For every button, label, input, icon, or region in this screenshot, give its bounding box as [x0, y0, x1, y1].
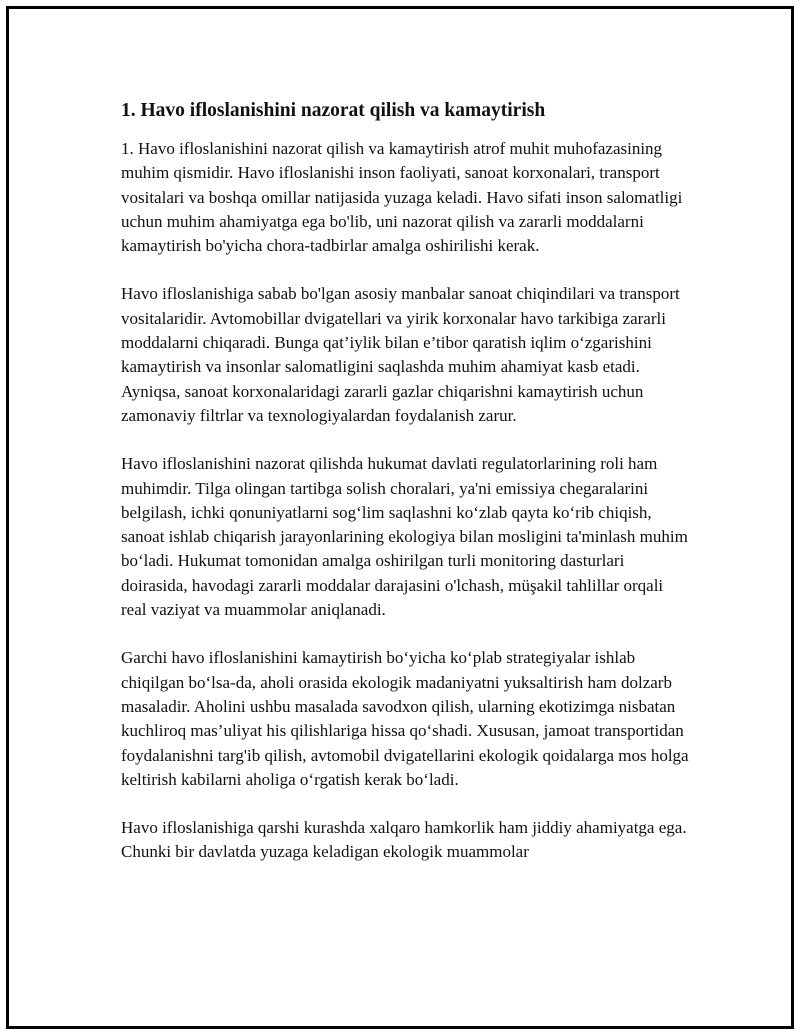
paragraph: Garchi havo ifloslanishini kamaytirish bo‘yicha ko‘plab strategiyalar ishlab chiqilgan bo‘lsa-da, aholi orasida ekologik madaniyatni yuksaltirish ham dolzarb masaladir. Aholini ushbu masalada savodxon qilish, ularning ekotizimga nisbatan kuchliroq mas’uliyat his qilishlariga hissa qo‘shadi. Xususan, jamoat transportidan foydalanishni targ'ib qilish, avtomobil dvigatellarini ekologik qoidalarga mos holga keltirish kabilarni aholiga o‘rgatish kerak bo‘ladi. — [121, 648, 689, 789]
paragraph: Havo ifloslanishini nazorat qilishda hukumat davlati regulatorlarining roli ham muhimdir. Tilga olingan tartibga solish choralari, ya'ni emissiya chegaralarini belgilash, ichki qonuniyatlarni sog‘lim saqlashni ko‘zlab qayta ko‘rib chiqish, sanoat ishlab chiqarish jarayonlarining ekologiya bilan mosligini ta'minlash muhim bo‘ladi. Hukumat tomonidan amalga oshirilgan turli monitoring dasturlari doirasida, havodagi zararli moddalar darajasini o'lchash, müşakil tahlillar orqali real vaziyat va muammolar aniqlanadi. — [121, 454, 688, 620]
paragraph: Havo ifloslanishiga qarshi kurashda xalqaro hamkorlik ham jiddiy ahamiyatga ega. Chunki bir davlatda yuzaga keladigan ekologik muammolar — [121, 818, 687, 862]
document-body — [121, 99, 691, 889]
document-page — [6, 6, 794, 1029]
paragraph: Havo ifloslanishiga sabab bo'lgan asosiy manbalar sanoat chiqindilari va transport vositalaridir. Avtomobillar dvigatellari va yirik korxonalar havo tarkibiga zararli moddalarni chiqaradi. Bunga qat’iylik bilan e’tibor qaratish iqlim o‘zgarishini kamaytirish va insonlar salomatligini saqlashda muhim ahamiyat kasb etadi. Ayniqsa, sanoat korxonalaridagi zararli gazlar chiqarishni kamaytirish uchun zamonaviy filtrlar va texnologiyalardan foydalanish zarur. — [121, 284, 680, 425]
document-title: 1. Havo ifloslanishini nazorat qilish va kamaytirish — [121, 100, 546, 121]
paragraph: 1. Havo ifloslanishini nazorat qilish va kamaytirish atrof muhit muhofazasining muhim qismidir. Havo ifloslanishi inson faoliyati, sanoat korxonalari, transport vositalari va boshqa omillar natijasida yuzaga keladi. Havo sifati inson salomatligi uchun muhim ahamiyatga ega bo'lib, uni nazorat qilish va zararli moddalarni kamaytirish bo'yicha chora-tadbirlar amalga oshirilishi kerak. — [121, 139, 683, 256]
